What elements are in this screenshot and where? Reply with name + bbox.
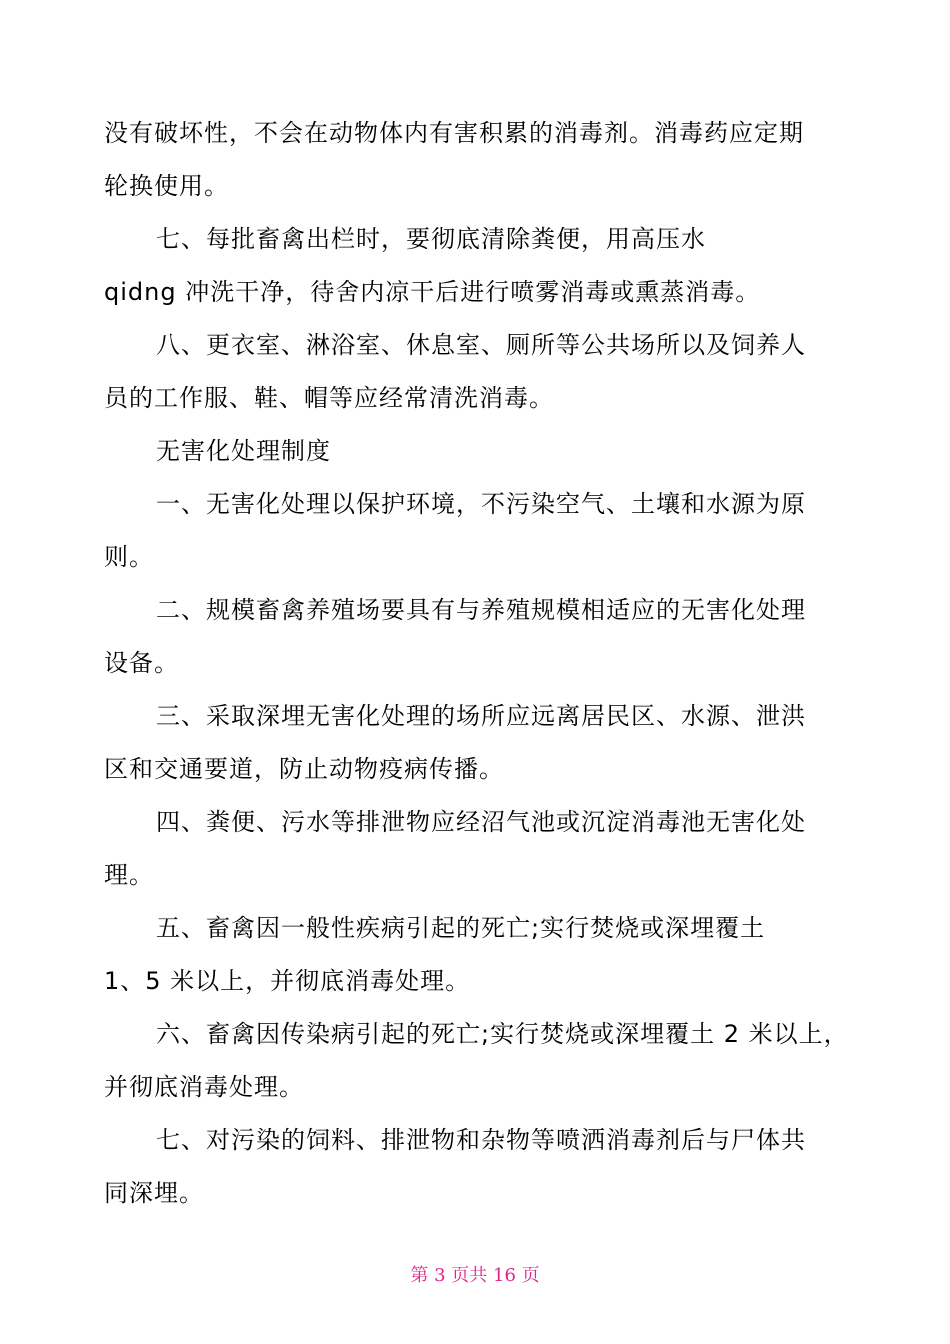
paragraph-line: 三、采取深埋无害化处理的场所应远离居民区、水源、泄洪 bbox=[156, 702, 806, 730]
page-number-footer: 第 3 页共 16 页 bbox=[410, 1265, 540, 1286]
paragraph-line: 轮换使用。 bbox=[104, 172, 229, 200]
section-heading: 无害化处理制度 bbox=[156, 437, 331, 465]
paragraph-line: 四、粪便、污水等排泄物应经沼气池或沉淀消毒池无害化处 bbox=[156, 808, 806, 836]
paragraph-line: 没有破坏性，不会在动物体内有害积累的消毒剂。消毒药应定期 bbox=[104, 119, 804, 147]
paragraph-line: 理。 bbox=[104, 861, 154, 889]
paragraph-line: 七、对污染的饲料、排泄物和杂物等喷洒消毒剂后与尸体共 bbox=[156, 1126, 806, 1154]
paragraph-line: 设备。 bbox=[104, 649, 179, 677]
paragraph-line: 七、每批畜禽出栏时，要彻底清除粪便，用高压水 bbox=[156, 225, 706, 253]
paragraph-line: 1、5 米以上，并彻底消毒处理。 bbox=[104, 967, 471, 995]
paragraph-line: 一、无害化处理以保护环境，不污染空气、土壤和水源为原 bbox=[156, 490, 806, 518]
paragraph-line: 八、更衣室、淋浴室、休息室、厕所等公共场所以及饲养人 bbox=[156, 331, 806, 359]
paragraph-line: 并彻底消毒处理。 bbox=[104, 1073, 304, 1101]
paragraph-line: 二、规模畜禽养殖场要具有与养殖规模相适应的无害化处理 bbox=[156, 596, 806, 624]
paragraph-line: 六、畜禽因传染病引起的死亡;实行焚烧或深埋覆土 2 米以上， bbox=[156, 1020, 849, 1048]
paragraph-line: qidng 冲洗干净，待舍内凉干后进行喷雾消毒或熏蒸消毒。 bbox=[104, 278, 761, 306]
paragraph-line: 同深埋。 bbox=[104, 1179, 204, 1207]
paragraph-line: 员的工作服、鞋、帽等应经常清洗消毒。 bbox=[104, 384, 554, 412]
paragraph-line: 区和交通要道，防止动物疫病传播。 bbox=[104, 755, 504, 783]
paragraph-line: 五、畜禽因一般性疾病引起的死亡;实行焚烧或深埋覆土 bbox=[156, 914, 766, 942]
paragraph-line: 则。 bbox=[104, 543, 154, 571]
